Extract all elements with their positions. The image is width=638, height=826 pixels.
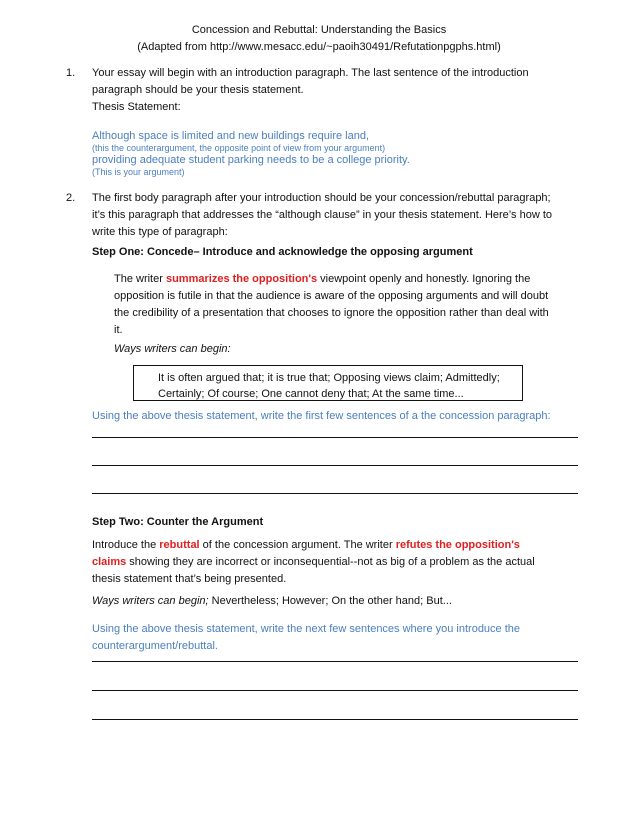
claims-highlight: claims (92, 556, 127, 568)
counterargument-note: (this the counterargument, the opposite point of view from your argument) (92, 143, 386, 153)
argument-text: providing adequate student parking needs to be a college priority. (92, 154, 410, 166)
item1-line1: Your essay will begin with an introduction paragraph. The last sentence of the introduction (92, 67, 529, 79)
item2-line2: it’s this paragraph that addresses the “although clause” in your thesis statement. Here’s how to (92, 209, 553, 221)
step-one-paragraph: The writer summarizes the opposition's viewpoint openly and honestly. Ignoring the opposition is futile in that the audience is aware of the opposing arguments and will doubt the credibility of a presentation that chooses to ignore the opposition rather than deal with it. (114, 273, 549, 336)
rebuttal-prompt: Using the above thesis statement, write the next few sentences where you introduce the counterargument/rebuttal. (92, 623, 521, 652)
source-citation: (Adapted from http://www.mesacc.edu/~paoih30491/Refutationpgphs.html) (137, 41, 501, 53)
step-two-heading: Step Two: Counter the Argument (92, 516, 264, 528)
answer-line-1[interactable] (92, 437, 578, 438)
transition-phrases-box (133, 365, 523, 401)
ways-to-begin-2: Ways writers can begin; Nevertheless; However; On the other hand; But... (92, 595, 452, 607)
rebuttal-highlight: rebuttal (159, 539, 200, 551)
list-number-1: 1. (66, 67, 76, 79)
item2-line1: The first body paragraph after your introduction should be your concession/rebuttal paragraph; (92, 192, 551, 204)
concession-prompt: Using the above thesis statement, write the first few sentences of a the concession paragraph: (92, 410, 551, 422)
list-number-2: 2. (66, 192, 76, 204)
document-title: Concession and Rebuttal: Understanding the Basics (191, 24, 447, 36)
answer-line-4[interactable] (92, 661, 578, 662)
answer-line-6[interactable] (92, 719, 578, 720)
summarizes-highlight: summarizes the opposition's (165, 273, 318, 285)
refutes-highlight: refutes the opposition's (395, 539, 520, 551)
answer-line-2[interactable] (92, 465, 578, 466)
answer-line-5[interactable] (92, 690, 578, 691)
box-line-2: Certainly; Of course; One cannot deny that; At the same time... (158, 388, 464, 400)
ways-to-begin-label: Ways writers can begin: (114, 343, 231, 355)
item1-intro (92, 65, 592, 99)
counterargument-text: Although space is limited and new buildings require land, (92, 130, 370, 142)
thesis-label: Thesis Statement: (92, 101, 181, 113)
step-two-paragraph: Introduce the rebuttal of the concession argument. The writer refutes the opposition's claims showing they are incorrect or inconsequential--not as big of a problem as the actual thesis statement that’s being presented. (92, 539, 535, 585)
item2-intro (92, 190, 602, 241)
box-line-1: It is often argued that; it is true that; Opposing views claim; Admittedly; (158, 372, 500, 384)
item2-line3: write this type of paragraph: (92, 226, 228, 238)
answer-line-3[interactable] (92, 493, 578, 494)
step-one-heading: Step One: Concede– Introduce and acknowledge the opposing argument (92, 246, 473, 258)
argument-note: (This is your argument) (92, 167, 185, 177)
item1-line2: paragraph should be your thesis statement. (92, 84, 304, 96)
